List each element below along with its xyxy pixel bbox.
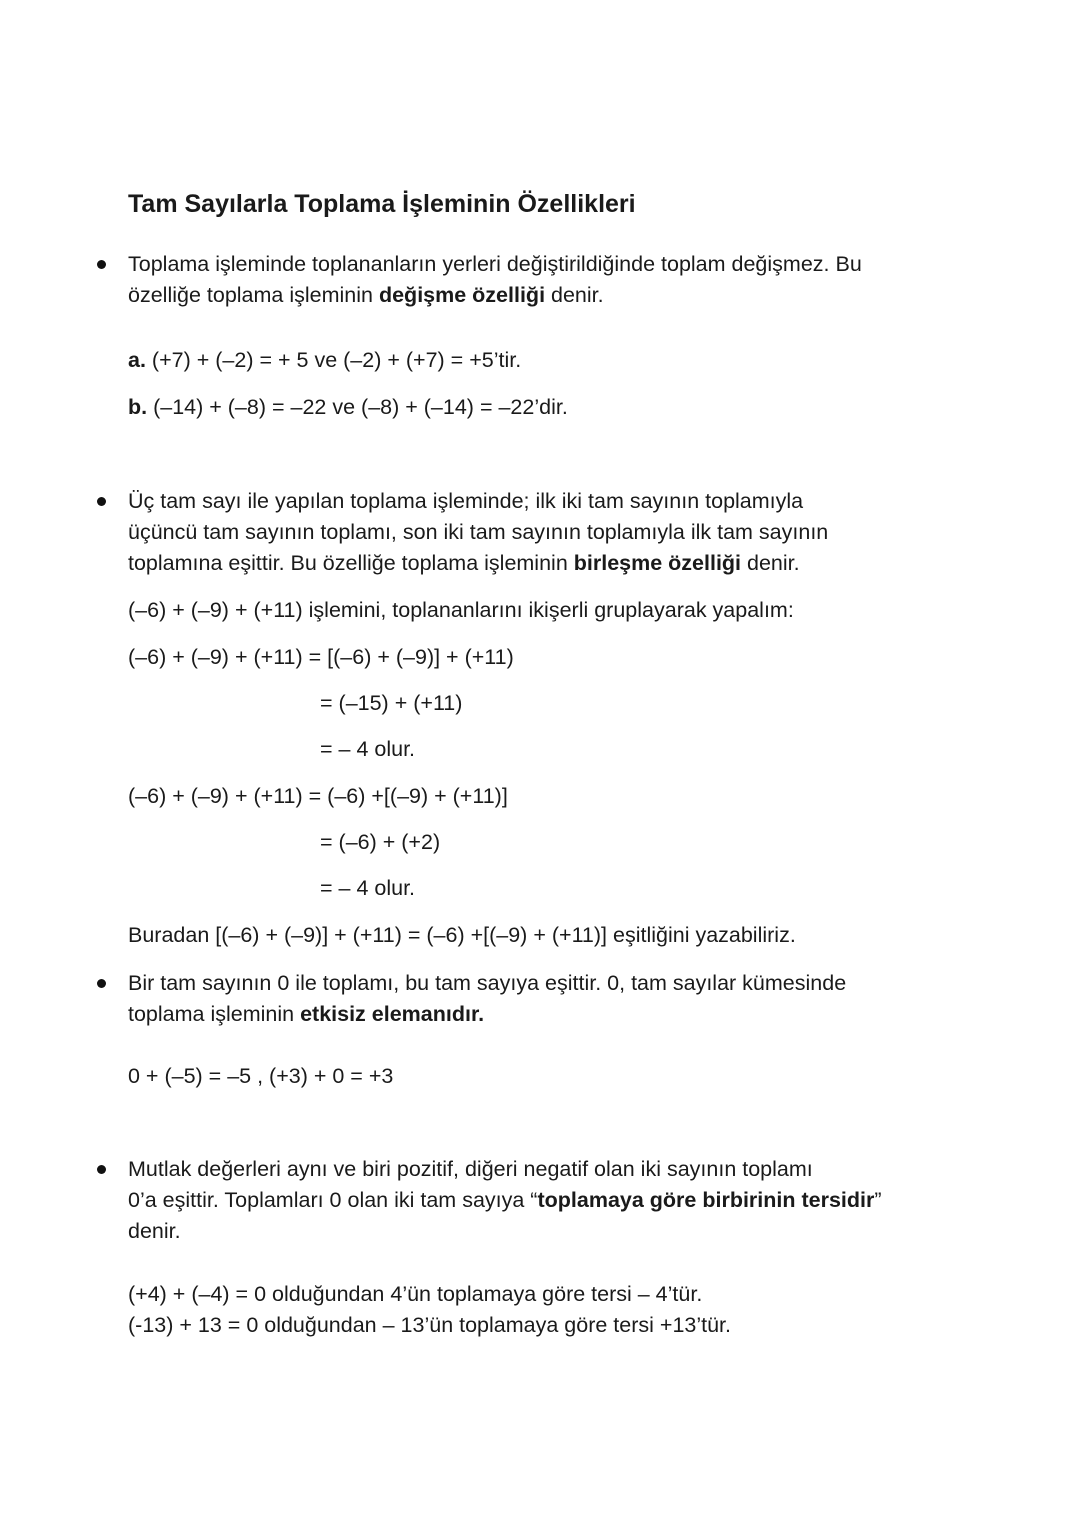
s4-line2: 0’a eşittir. Toplamları 0 olan iki tam sayıya “toplamaya göre birbirinin tersidir” (128, 1188, 882, 1212)
s1-line1: Toplama işleminde toplananların yerleri değiştirildiğinde toplam değişmez. Bu (128, 252, 862, 276)
s2-intro: (–6) + (–9) + (+11) işlemini, toplananlarını ikişerli gruplayarak yapalım: (128, 598, 794, 622)
calc1-line1: (–6) + (–9) + (+11) = [(–6) + (–9)] + (+11) (128, 645, 514, 669)
s2-line3: toplamına eşittir. Bu özelliğe toplama işleminin birleşme özelliği denir. (128, 551, 800, 575)
s3-line1: Bir tam sayının 0 ile toplamı, bu tam sayıya eşittir. 0, tam sayılar kümesinde (128, 971, 847, 995)
s4-line1: Mutlak değerleri aynı ve biri pozitif, diğeri negatif olan iki sayının toplamı (128, 1157, 813, 1181)
page-title: Tam Sayılarla Toplama İşleminin Özellikleri (128, 190, 636, 218)
example-b: b. (–14) + (–8) = –22 ve (–8) + (–14) = –22’dir. (128, 395, 568, 419)
s2-line2: üçüncü tam sayının toplamı, son iki tam sayının toplamıyla ilk tam sayının (128, 520, 829, 544)
calc2-line1: (–6) + (–9) + (+11) = (–6) +[(–9) + (+11)] (128, 784, 508, 808)
calc1-line3: = – 4 olur. (320, 737, 416, 761)
bullet-icon (97, 979, 106, 988)
s3-example: 0 + (–5) = –5 , (+3) + 0 = +3 (128, 1064, 394, 1088)
s4-example2: (-13) + 13 = 0 olduğundan – 13’ün toplamaya göre tersi +13’tür. (128, 1313, 732, 1337)
s4-example1: (+4) + (–4) = 0 olduğundan 4’ün toplamaya göre tersi – 4’tür. (128, 1282, 703, 1306)
calc2-line3: = – 4 olur. (320, 876, 416, 900)
s1-line2: özelliğe toplama işleminin değişme özelliği denir. (128, 283, 604, 307)
example-a: a. (+7) + (–2) = + 5 ve (–2) + (+7) = +5’tir. (128, 348, 522, 372)
calc2-line2: = (–6) + (+2) (320, 830, 441, 854)
calc1-line2: = (–15) + (+11) (320, 691, 463, 715)
s4-line3: denir. (128, 1219, 181, 1243)
s2-line1: Üç tam sayı ile yapılan toplama işleminde; ilk iki tam sayının toplamıyla (128, 489, 804, 513)
s3-line2: toplama işleminin etkisiz elemanıdır. (128, 1002, 485, 1026)
bullet-icon (97, 260, 106, 269)
bullet-icon (97, 1165, 106, 1174)
s2-conclusion: Buradan [(–6) + (–9)] + (+11) = (–6) +[(–9) + (+11)] eşitliğini yazabiliriz. (128, 923, 796, 947)
bullet-icon (97, 497, 106, 506)
